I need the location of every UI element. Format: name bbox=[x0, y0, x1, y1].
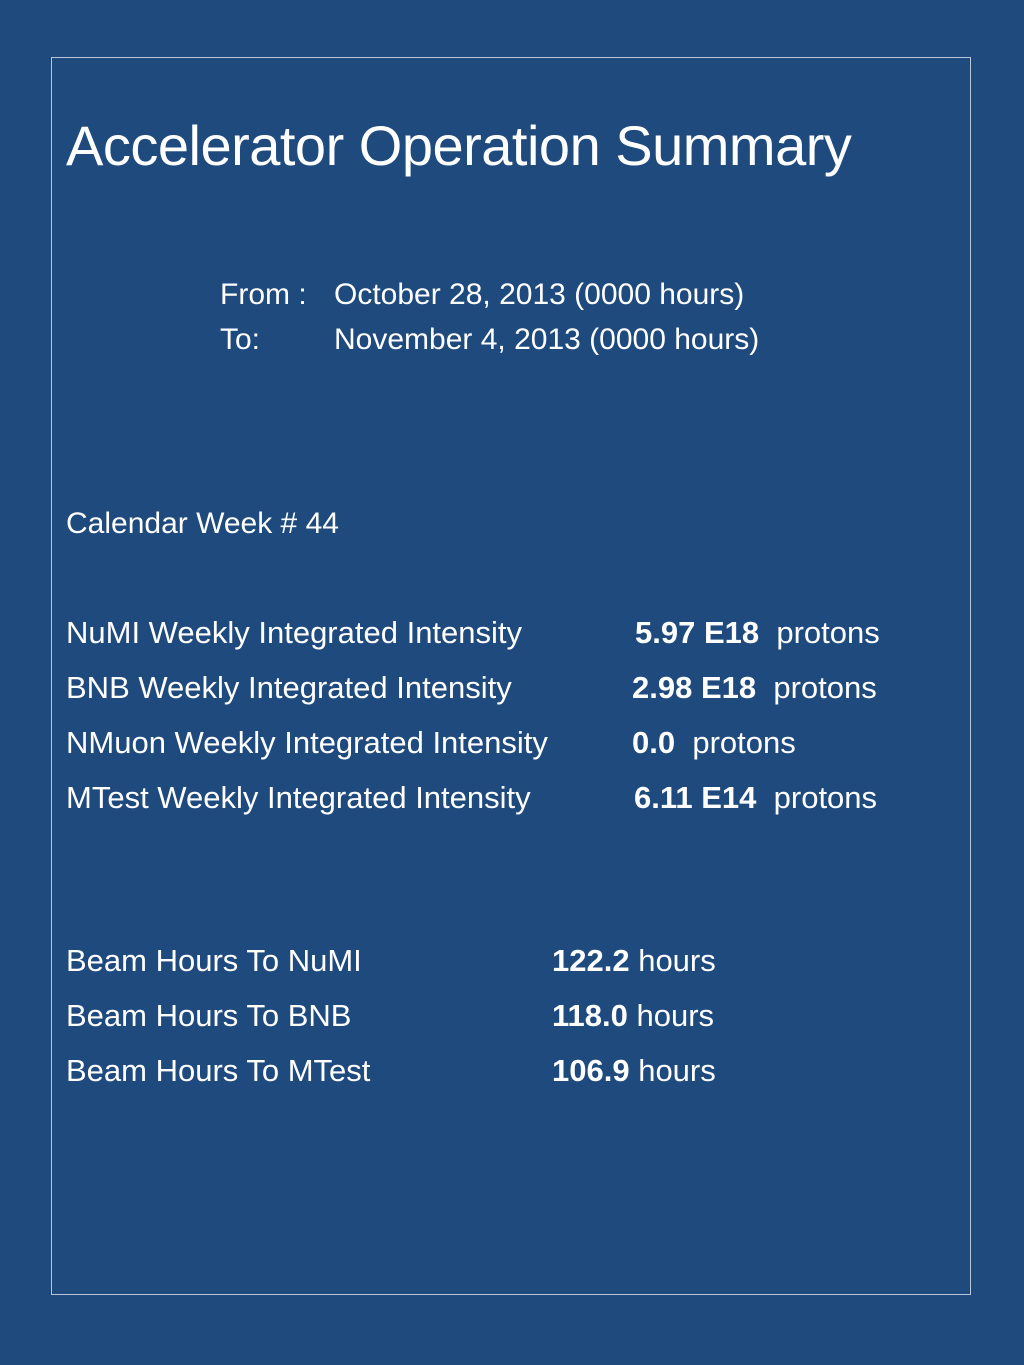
beam-hours-label: Beam Hours To NuMI bbox=[66, 943, 362, 978]
intensity-unit: protons bbox=[773, 670, 877, 705]
beam-hours-row-mtest bbox=[66, 1053, 716, 1088]
to-label: To: bbox=[220, 323, 261, 356]
intensity-value-group bbox=[634, 782, 877, 813]
intensity-value-group bbox=[635, 617, 880, 648]
intensity-value-group bbox=[632, 672, 877, 703]
from-label: From : bbox=[220, 278, 307, 311]
calendar-week: Calendar Week # 44 bbox=[66, 507, 339, 540]
intensity-label: BNB Weekly Integrated Intensity bbox=[66, 670, 512, 705]
beam-hours-label: Beam Hours To BNB bbox=[66, 998, 352, 1033]
beam-hours-value: 118.0 bbox=[552, 998, 628, 1033]
beam-hours-unit: hours bbox=[636, 998, 715, 1033]
intensity-value: 2.98 E18 bbox=[632, 670, 757, 705]
intensity-unit: protons bbox=[776, 615, 880, 650]
intensity-value-group bbox=[632, 727, 796, 758]
intensity-label: NuMI Weekly Integrated Intensity bbox=[66, 615, 523, 650]
beam-hours-row-numi bbox=[66, 943, 716, 978]
beam-hours-value-group bbox=[552, 1000, 714, 1031]
page-title: Accelerator Operation Summary bbox=[66, 114, 852, 177]
beam-hours-unit: hours bbox=[638, 1053, 716, 1088]
intensity-row-nmuon bbox=[66, 725, 796, 760]
beam-hours-value: 106.9 bbox=[552, 1053, 630, 1088]
beam-hours-unit: hours bbox=[638, 943, 716, 978]
beam-hours-value-group bbox=[552, 1055, 716, 1086]
intensity-row-bnb bbox=[66, 670, 877, 705]
period-from bbox=[220, 280, 744, 310]
intensity-value: 0.0 bbox=[632, 725, 676, 760]
beam-hours-value: 122.2 bbox=[552, 943, 630, 978]
beam-hours-label: Beam Hours To MTest bbox=[66, 1053, 371, 1088]
intensity-label: MTest Weekly Integrated Intensity bbox=[66, 780, 531, 815]
to-value: November 4, 2013 (0000 hours) bbox=[334, 323, 760, 356]
intensity-value: 6.11 E14 bbox=[634, 780, 757, 815]
intensity-unit: protons bbox=[773, 780, 878, 815]
beam-hours-value-group bbox=[552, 945, 716, 976]
period-to bbox=[220, 325, 759, 355]
intensity-value: 5.97 E18 bbox=[635, 615, 760, 650]
intensity-unit: protons bbox=[692, 725, 796, 760]
beam-hours-row-bnb bbox=[66, 998, 715, 1033]
intensity-row-mtest bbox=[66, 780, 878, 815]
intensity-row-numi bbox=[66, 615, 880, 650]
from-value: October 28, 2013 (0000 hours) bbox=[334, 278, 745, 311]
intensity-label: NMuon Weekly Integrated Intensity bbox=[66, 725, 548, 760]
